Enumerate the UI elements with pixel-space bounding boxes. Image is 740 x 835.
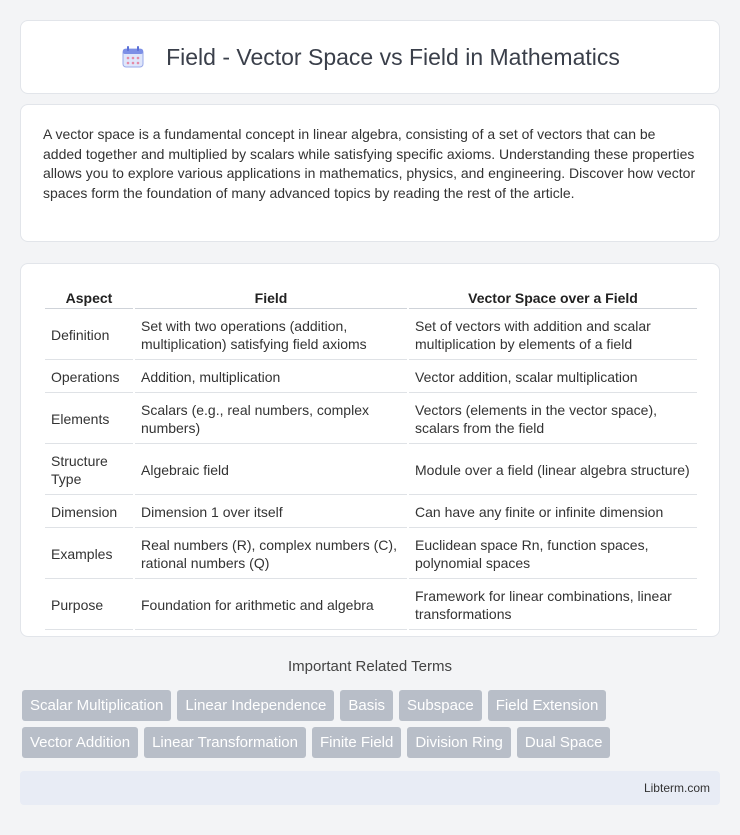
table-row (45, 362, 697, 393)
calendar-icon (120, 44, 146, 70)
cell-vector-space: Vector addition, scalar multiplication (409, 362, 697, 393)
header-card (20, 20, 720, 94)
cell-aspect: Operations (45, 362, 133, 393)
term-tag-vector-addition[interactable]: Vector Addition (22, 727, 138, 758)
table-row (45, 311, 697, 360)
cell-vector-space: Can have any finite or infinite dimension (409, 497, 697, 528)
table-row (45, 581, 697, 630)
cell-aspect: Definition (45, 311, 133, 360)
intro-paragraph: A vector space is a fundamental concept in linear algebra, consisting of a set of vectors that can be added together and multiplied by scalars while satisfying specific axioms. Understanding these properties allows you to explore various applications in mathematics, physics, and engineering. Discover how vector spaces form the foundation of many advanced topics by reading the rest of the article. (43, 126, 696, 201)
cell-field: Addition, multiplication (135, 362, 407, 393)
comparison-table (43, 284, 699, 632)
related-terms-row (22, 727, 722, 758)
cell-field: Set with two operations (addition, multiplication) satisfying field axioms (135, 311, 407, 360)
column-header-vector-space: Vector Space over a Field (409, 286, 697, 309)
footer (20, 771, 720, 805)
term-tag-subspace[interactable]: Subspace (399, 690, 482, 721)
intro-card (20, 104, 720, 242)
cell-aspect: Elements (45, 395, 133, 444)
comparison-table-card (20, 263, 720, 637)
term-tag-basis[interactable]: Basis (340, 690, 393, 721)
cell-vector-space: Euclidean space Rn, function spaces, polynomial spaces (409, 530, 697, 579)
term-tag-dual-space[interactable]: Dual Space (517, 727, 611, 758)
cell-vector-space: Framework for linear combinations, linear transformations (409, 581, 697, 630)
term-tag-finite-field[interactable]: Finite Field (312, 727, 401, 758)
table-row (45, 497, 697, 528)
table-row (45, 530, 697, 579)
cell-aspect: Purpose (45, 581, 133, 630)
page-title: Field - Vector Space vs Field in Mathematics (166, 43, 620, 70)
table-row (45, 395, 697, 444)
term-tag-division-ring[interactable]: Division Ring (407, 727, 511, 758)
cell-aspect: Examples (45, 530, 133, 579)
term-tag-linear-transformation[interactable]: Linear Transformation (144, 727, 306, 758)
cell-vector-space: Vectors (elements in the vector space), scalars from the field (409, 395, 697, 444)
cell-field: Algebraic field (135, 446, 407, 495)
cell-vector-space: Module over a field (linear algebra structure) (409, 446, 697, 495)
related-terms (22, 690, 722, 764)
column-header-field: Field (135, 286, 407, 309)
cell-aspect: Dimension (45, 497, 133, 528)
term-tag-linear-independence[interactable]: Linear Independence (177, 690, 334, 721)
cell-field: Scalars (e.g., real numbers, complex numbers) (135, 395, 407, 444)
cell-field: Real numbers (R), complex numbers (C), rational numbers (Q) (135, 530, 407, 579)
cell-field: Foundation for arithmetic and algebra (135, 581, 407, 630)
related-terms-title: Important Related Terms (288, 658, 452, 675)
table-row (45, 446, 697, 495)
column-header-aspect: Aspect (45, 286, 133, 309)
cell-aspect: Structure Type (45, 446, 133, 495)
term-tag-field-extension[interactable]: Field Extension (488, 690, 607, 721)
table-header-row (45, 286, 697, 309)
related-terms-row (22, 690, 722, 721)
cell-field: Dimension 1 over itself (135, 497, 407, 528)
footer-site-link[interactable]: Libterm.com (643, 781, 710, 795)
term-tag-scalar-multiplication[interactable]: Scalar Multiplication (22, 690, 171, 721)
cell-vector-space: Set of vectors with addition and scalar multiplication by elements of a field (409, 311, 697, 360)
